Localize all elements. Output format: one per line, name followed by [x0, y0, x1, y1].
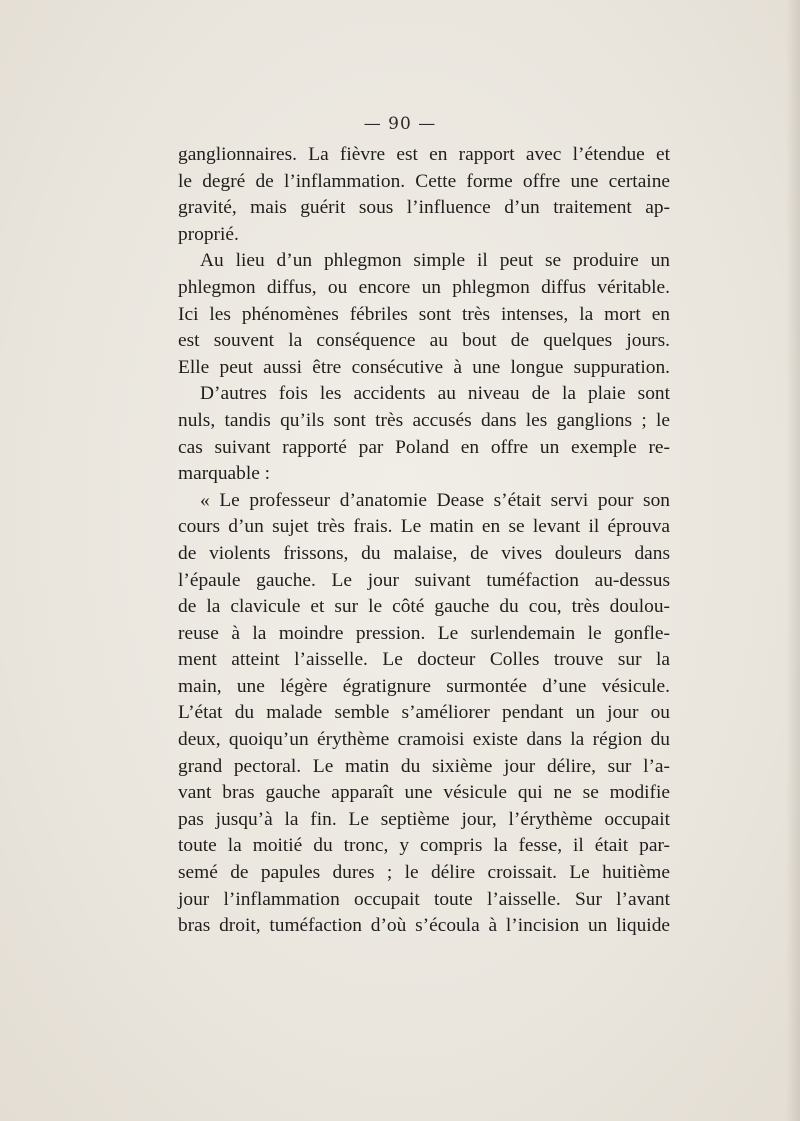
text-line: de violents frissons, du malaise, de vives douleurs dans [178, 542, 670, 564]
page-number: — 90 — [363, 114, 437, 134]
text-line: pas jusqu’à la fin. Le septième jour, l’érythème occupait [178, 808, 670, 830]
page-edge-shadow [786, 0, 800, 1121]
text-line: phlegmon diffus, ou encore un phlegmon diffus véritable. [178, 276, 670, 298]
text-line: toute la moitié du tronc, y compris la fesse, il était par- [178, 835, 670, 857]
text-line: Au lieu d’un phlegmon simple il peut se produire un [200, 250, 670, 272]
text-line: D’autres fois les accidents au niveau de la plaie sont [200, 383, 670, 405]
text-line: marquable : [178, 463, 271, 485]
text-line: Elle peut aussi être consécutive à une longue suppuration. [178, 356, 670, 378]
text-line: cours d’un sujet très frais. Le matin en se levant il éprouva [178, 516, 670, 538]
text-line: cas suivant rapporté par Poland en offre un exemple re- [178, 436, 670, 458]
text-line: vant bras gauche apparaît une vésicule qui ne se modifie [178, 782, 670, 804]
text-line: grand pectoral. Le matin du sixième jour délire, sur l’a- [178, 755, 670, 777]
text-line: Ici les phénomènes fébriles sont très intenses, la mort en [178, 303, 670, 325]
text-line: proprié. [178, 223, 239, 245]
text-line: jour l’inflammation occupait toute l’aisselle. Sur l’avant [178, 888, 670, 910]
text-line: main, une légère égratignure surmontée d’une vésicule. [178, 675, 670, 697]
text-line: ment atteint l’aisselle. Le docteur Colles trouve sur la [178, 649, 670, 671]
text-line: L’état du malade semble s’améliorer pendant un jour ou [178, 702, 670, 724]
text-line: nuls, tandis qu’ils sont très accusés dans les ganglions ; le [178, 409, 670, 431]
text-line: « Le professeur d’anatomie Dease s’était servi pour son [200, 489, 670, 511]
body-text [178, 142, 670, 940]
text-line: est souvent la conséquence au bout de quelques jours. [178, 330, 670, 352]
text-line: l’épaule gauche. Le jour suivant tuméfaction au-dessus [178, 569, 670, 591]
text-line: bras droit, tuméfaction d’où s’écoula à l’incision un liquide [178, 915, 670, 937]
text-line: deux, quoiqu’un érythème cramoisi existe dans la région du [178, 729, 670, 751]
text-line: le degré de l’inflammation. Cette forme offre une certaine [178, 170, 670, 192]
text-line: reuse à la moindre pression. Le surlendemain le gonfle- [178, 622, 670, 644]
text-line: semé de papules dures ; le délire croissait. Le huitième [178, 862, 670, 884]
text-line: ganglionnaires. La fièvre est en rapport avec l’étendue et [178, 144, 670, 165]
text-line: gravité, mais guérit sous l’influence d’un traitement ap- [178, 197, 670, 219]
text-line: de la clavicule et sur le côté gauche du cou, très doulou- [178, 596, 670, 618]
